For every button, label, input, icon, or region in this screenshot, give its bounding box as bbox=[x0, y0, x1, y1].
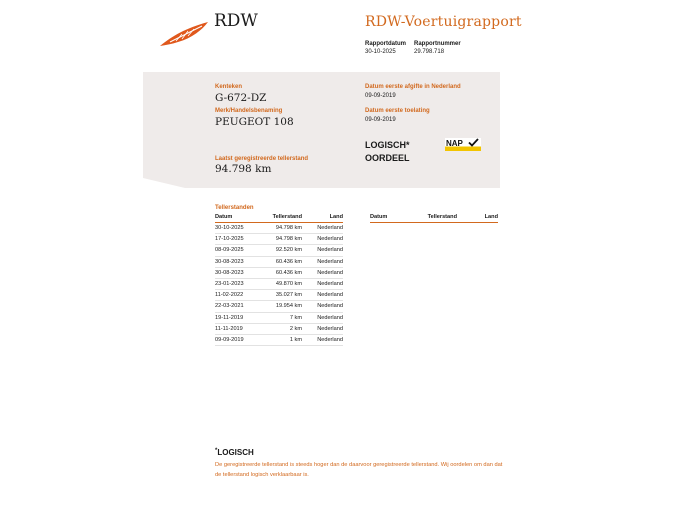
table-row bbox=[215, 301, 343, 312]
cell-date: 11-11-2019 bbox=[215, 323, 265, 334]
cell-reading: 60.436 km bbox=[265, 267, 302, 278]
column-header-date: Datum bbox=[215, 213, 265, 223]
readings-table-right bbox=[370, 213, 498, 223]
cell-reading: 7 km bbox=[265, 312, 302, 323]
column-header-reading: Tellerstand bbox=[265, 213, 302, 223]
table-row bbox=[215, 312, 343, 323]
table-row bbox=[215, 267, 343, 278]
verdict bbox=[365, 139, 410, 165]
cell-reading: 49.870 km bbox=[265, 278, 302, 289]
readings-section-title: Tellerstanden bbox=[215, 205, 254, 211]
band-notch bbox=[143, 178, 185, 188]
table-row bbox=[215, 290, 343, 301]
cell-date: 08-09-2025 bbox=[215, 245, 265, 256]
column-header-reading: Tellerstand bbox=[420, 213, 457, 223]
cell-date: 30-08-2023 bbox=[215, 256, 265, 267]
cell-country: Nederland bbox=[302, 290, 343, 301]
plate-label: Kenteken bbox=[215, 84, 243, 90]
cell-country: Nederland bbox=[302, 334, 343, 345]
footnote-text: De geregistreerde tellerstand is steeds hoger dan de daarvoor geregistreerde tellerstand. Wij oordelen om dan dat de tellerstand logisch verklaarbaar is. bbox=[215, 462, 503, 478]
table-row bbox=[215, 223, 343, 234]
table-header-row bbox=[215, 213, 343, 223]
plate-value: G-672-DZ bbox=[215, 92, 267, 104]
cell-reading: 1 km bbox=[265, 334, 302, 345]
column-header-country: Land bbox=[457, 213, 498, 223]
table-row bbox=[215, 334, 343, 345]
table-row bbox=[215, 256, 343, 267]
cell-reading: 35.027 km bbox=[265, 290, 302, 301]
table-row bbox=[215, 245, 343, 256]
nap-badge-icon bbox=[445, 138, 481, 151]
first-admission-label: Datum eerste toelating bbox=[365, 108, 430, 114]
cell-date: 11-02-2022 bbox=[215, 290, 265, 301]
cell-country: Nederland bbox=[302, 234, 343, 245]
cell-country: Nederland bbox=[302, 278, 343, 289]
cell-reading: 92.520 km bbox=[265, 245, 302, 256]
odometer-label: Laatst geregistreerde tellerstand bbox=[215, 156, 309, 162]
first-issue-nl-value: 09-09-2019 bbox=[365, 93, 396, 99]
report-date-label: Rapportdatum bbox=[365, 41, 406, 47]
footnote-title bbox=[215, 448, 254, 457]
cell-country: Nederland bbox=[302, 267, 343, 278]
cell-country: Nederland bbox=[302, 312, 343, 323]
cell-date: 30-08-2023 bbox=[215, 267, 265, 278]
verdict-line-1: LOGISCH* bbox=[365, 140, 410, 150]
cell-country: Nederland bbox=[302, 245, 343, 256]
table-header-row bbox=[370, 213, 498, 223]
rdw-logo-icon bbox=[158, 20, 210, 48]
make-value: PEUGEOT 108 bbox=[215, 116, 294, 128]
cell-reading: 94.798 km bbox=[265, 234, 302, 245]
cell-country: Nederland bbox=[302, 301, 343, 312]
cell-country: Nederland bbox=[302, 256, 343, 267]
readings-table-body bbox=[215, 223, 343, 346]
table-row bbox=[215, 234, 343, 245]
verdict-line-2: OORDEEL bbox=[365, 153, 410, 163]
report-number-label: Rapportnummer bbox=[414, 41, 461, 47]
cell-reading: 2 km bbox=[265, 323, 302, 334]
report-title: RDW-Voertuigrapport bbox=[365, 14, 522, 30]
brand-name: RDW bbox=[214, 11, 258, 31]
cell-date: 09-09-2019 bbox=[215, 334, 265, 345]
footnote-title-text: LOGISCH bbox=[217, 448, 254, 457]
table-row bbox=[215, 323, 343, 334]
cell-country: Nederland bbox=[302, 323, 343, 334]
report-date: 30-10-2025 bbox=[365, 49, 396, 55]
table-row bbox=[215, 278, 343, 289]
cell-date: 23-01-2023 bbox=[215, 278, 265, 289]
cell-reading: 19.954 km bbox=[265, 301, 302, 312]
first-admission-value: 09-09-2019 bbox=[365, 117, 396, 123]
readings-table bbox=[215, 213, 343, 346]
cell-reading: 94.798 km bbox=[265, 223, 302, 234]
cell-date: 17-10-2025 bbox=[215, 234, 265, 245]
cell-country: Nederland bbox=[302, 223, 343, 234]
cell-date: 30-10-2025 bbox=[215, 223, 265, 234]
report-number: 29.798.718 bbox=[414, 49, 445, 55]
column-header-date: Datum bbox=[370, 213, 420, 223]
footnote-marker: * bbox=[215, 448, 218, 454]
nap-badge-text: NAP bbox=[446, 139, 463, 148]
column-header-country: Land bbox=[302, 213, 343, 223]
make-label: Merk/Handelsbenaming bbox=[215, 108, 283, 114]
cell-reading: 60.436 km bbox=[265, 256, 302, 267]
cell-date: 19-11-2019 bbox=[215, 312, 265, 323]
odometer-value: 94.798 km bbox=[215, 163, 272, 175]
first-issue-nl-label: Datum eerste afgifte in Nederland bbox=[365, 84, 461, 90]
cell-date: 22-03-2021 bbox=[215, 301, 265, 312]
